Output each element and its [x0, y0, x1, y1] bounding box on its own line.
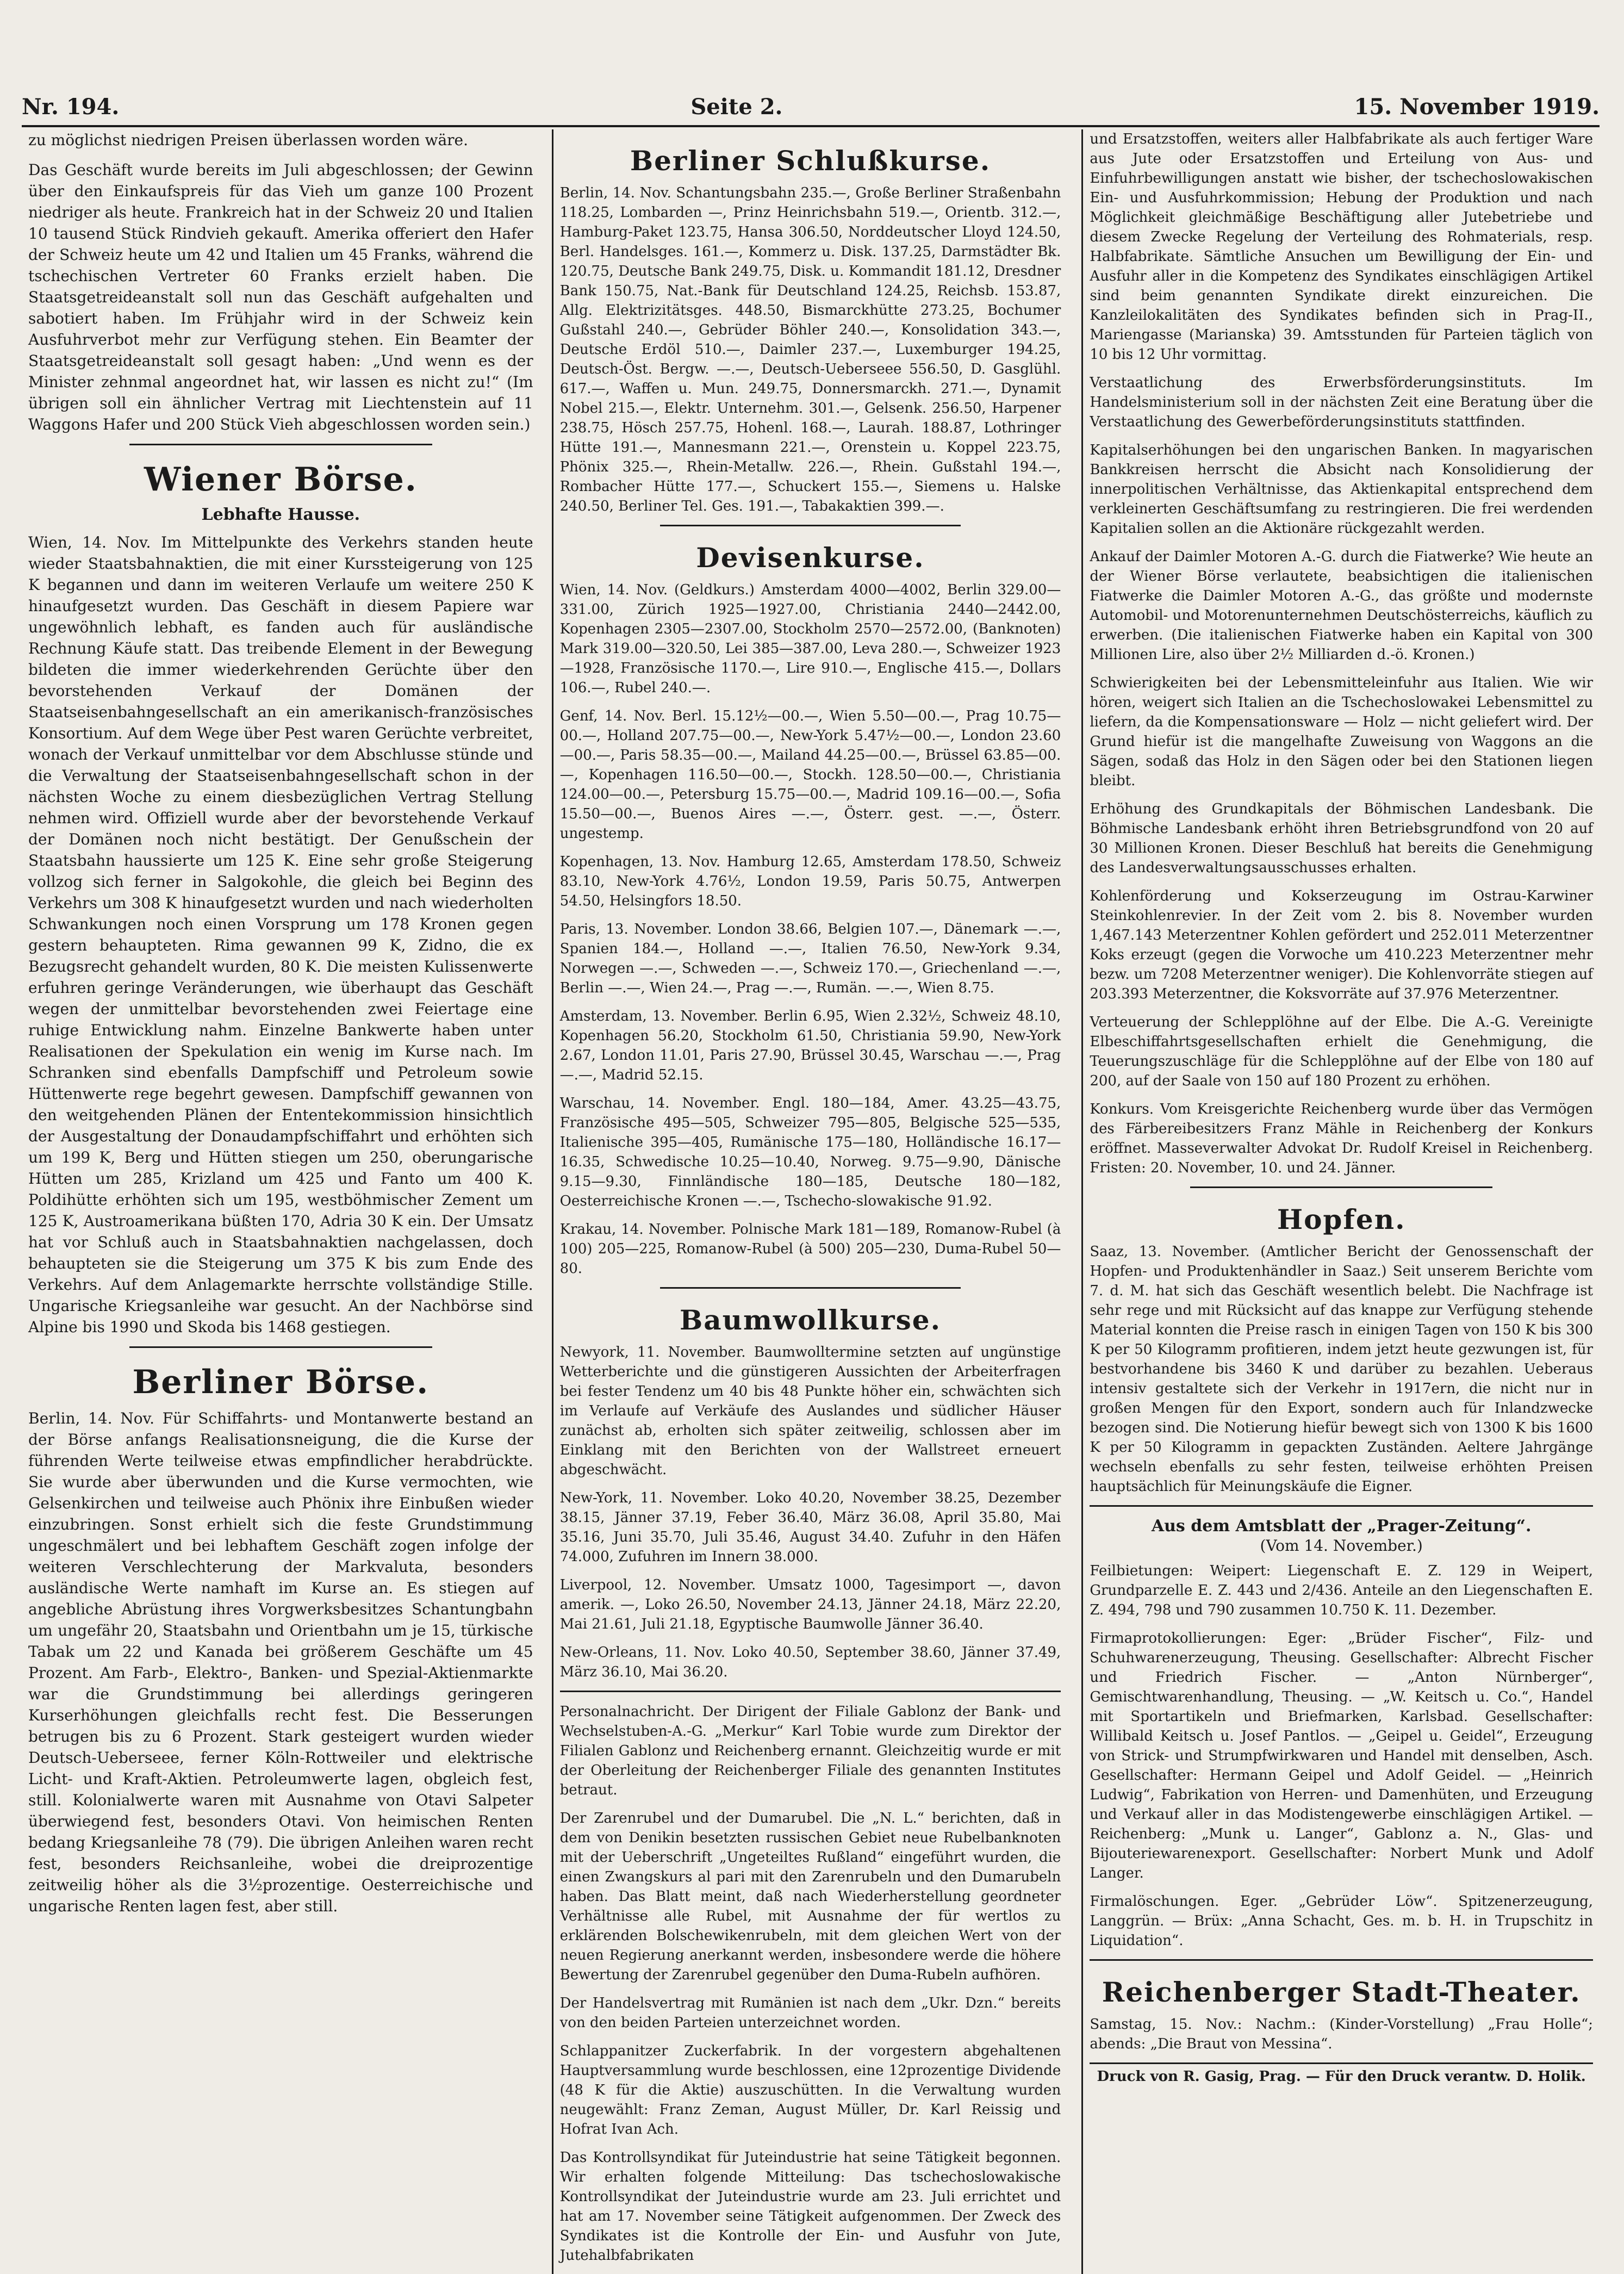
article-paragraph: Paris, 13. November. London 38.66, Belgien 107.—, Dänemark —.—, Spanien 184.—, Holland —.—, Italien 76.50, New-York 9.34, Norwegen —.—, Schweden —.—, Schweiz 170.—, Griechenland —.—, Berlin —.—, Wien 24.—, Prag —.—, Rumän. —.—, Wien 8.75. — [559, 921, 1061, 996]
divider — [1090, 1959, 1593, 1961]
article-paragraph: Wien, 14. Nov. (Geldkurs.) Amsterdam 4000—4002, Berlin 329.00—331.00, Zürich 1925—1927.00, Christiania 2440—2442.00, Kopenhagen 2305—2307.00, Stockholm 2570—2572.00, (Banknoten) Mark 319.00—320.50, Lei 385—387.00, Leva 280.—, Schweizer 1923—1928, Französische 1170.—, Lire 910.—, Englische 415.—, Dollars 106.—, Rubel 240.—. — [559, 582, 1061, 696]
heading-stadt-theater: Reichenberger Stadt-Theater. — [1102, 1976, 1581, 2008]
intro-paragraph: zu möglichst niedrigen Preisen überlassen worden wäre. — [28, 131, 468, 149]
article-paragraph: Amsterdam, 13. November. Berlin 6.95, Wien 2.32½, Schweiz 48.10, Kopenhagen 56.20, Stockholm 61.50, Christiania 59.90, New-York 2.67, London 11.01, Paris 27.90, Brüssel 30.45, Warschau —.—, Prag —.—, Madrid 52.15. — [559, 1008, 1061, 1083]
intro-paragraph: Das Geschäft wurde bereits im Juli abgeschlossen; der Gewinn über den Einkaufspreis für das Vieh um ganze 100 Prozent niedriger als heute. Frankreich hat in der Schweiz 20 und Italien 10 tausend Stück Rindvieh gekauft. Amerika offeriert den Hafer der Schweiz heute um 42 und Italien um 45 Franks, während die tschechischen Vertreter 60 Franks erzielt haben. Die Staatsgetreideanstalt soll nun das Geschäft aufgehalten und sabotiert haben. Im Frühjahr wird in der Schweiz kein Ausfuhrverbot mehr zur Verfügung stehen. Ein Beamter der Staatsgetreideanstalt soll gesagt haben: „Und wenn es der Minister zehnmal angeordnet hat, wir lassen es nicht zu!“ (Im übrigen soll ein ähnlicher Vertrag mit Liechtenstein auf 11 Waggons Hafer und 200 Stück Vieh abgeschlossen worden sein.) — [28, 161, 533, 433]
divider — [1090, 1505, 1593, 1507]
divider — [1190, 1186, 1492, 1188]
subheading-wiener-boerse: Lebhafte Hausse. — [201, 505, 360, 524]
news-item: Schwierigkeiten bei der Lebensmitteleinfuhr aus Italien. Wie wir hören, weigert sich Italien an die Tschechoslowakei Lebensmittel zu liefern, da die Kompensationsware — Holz — nicht geliefert wird. Der Grund hiefür ist die mangelhafte Zuweisung von Waggons an die Sägen, sodaß das Holz in den Sägen oder bei den Stationen liegen bleibt. — [1090, 675, 1593, 789]
notice-item: Feilbietungen: Weipert: Liegenschaft E. Z. 129 in Weipert, Grundparzelle E. Z. 443 und 2/436. Anteile an den Liegenschaften E. Z. 494, 798 und 790 zusammen 10.750 K. 11. Dezember. — [1090, 1563, 1593, 1618]
issue-date: 15. November 1919. — [1354, 94, 1600, 120]
news-item: Kapitalserhöhungen bei den ungarischen Banken. In magyarischen Bankkreisen herrscht die Absicht nach Konsolidierung der innerpolitischen Verhältnisse, das Aktienkapital entsprechend dem verkleinerten Geschäftsumfang zu restringieren. Die frei werdenden Kapitalien sollen an die Aktionäre rückgezahlt werden. — [1090, 442, 1593, 537]
article-paragraph: New-York, 11. November. Loko 40.20, November 38.25, Dezember 38.15, Jänner 37.19, Feber 36.40, März 36.08, April 35.80, Mai 35.16, Juni 35.70, Juli 35.46, August 34.40. Zufuhr in den Häfen 74.000, Zufuhren im Innern 38.000. — [559, 1490, 1061, 1565]
news-item: Konkurs. Vom Kreisgerichte Reichenberg wurde über das Vermögen des Färbereibesitzers Franz Mähle in Reichenberg der Konkurs eröffnet. Masseverwalter Advokat Dr. Rudolf Kreisel in Reichenberg. Fristen: 20. November, 10. und 24. Jänner. — [1090, 1101, 1593, 1176]
heading-wiener-boerse: Wiener Börse. — [144, 461, 418, 499]
article-paragraph: Newyork, 11. November. Baumwolltermine setzten auf ungünstige Wetterberichte und die günstigeren Aussichten der Arbeiterfragen bei fester Tendenz um 40 bis 48 Punkte höher ein, schwächten sich im Verlaufe auf Verkäufe des Auslandes und südlicher Häuser zunächst ab, erholten sich später zeitweilig, schlossen aber im Einklang mit den Berichten von der Wallstreet erneuert abgeschwächt. — [559, 1344, 1061, 1478]
heading-amtsblatt: Aus dem Amtsblatt der „Prager-Zeitung“. — [1151, 1517, 1532, 1536]
issue-number: Nr. 194. — [22, 94, 120, 120]
news-item: Das Kontrollsyndikat für Juteindustrie hat seine Tätigkeit begonnen. Wir erhalten folgende Mitteilung: Das tschechoslowakische Kontrollsyndikat der Juteindustrie wurde am 23. Juli errichtet und hat am 17. November seine Tätigkeit aufgenommen. Der Zweck des Syndikates ist die Kontrolle der Ein- und Ausfuhr von Jute, Jutehalbfabrikaten — [559, 2149, 1061, 2264]
printer-imprint: Druck von R. Gasig, Prag. — Für den Druck verantw. D. Holik. — [1090, 2062, 1593, 2085]
article-paragraph: Krakau, 14. November. Polnische Mark 181—189, Romanow-Rubel (à 100) 205—225, Romanow-Rubel (à 500) 205—230, Duma-Rubel 50—80. — [559, 1221, 1061, 1277]
article-paragraph: Wien, 14. Nov. Im Mittelpunkte des Verkehrs standen heute wieder Staatsbahnaktien, die mit einer Kurssteigerung von 125 K begannen und dann im weiteren Verlaufe um weitere 250 K hinaufgesetzt wurden. Das Geschäft in diesem Papiere war ungewöhnlich lebhaft, es fanden auch für ausländische Rechnung Käufe statt. Das treibende Element in der Bewegung bildeten die immer wiederkehrenden Gerüchte über den bevorstehenden Verkauf der Domänen der Staatseisenbahngesellschaft an ein amerikanisch-französisches Konsortium. Auf dem Wege über Pest waren Gerüchte verbreitet, wonach der Verkauf unmittelbar vor dem Abschlusse stünde und die Verwaltung der Staatseisenbahngesellschaft schon in der nächsten Woche zu einem diesbezüglichen Vertrag Stellung nehmen wird. Offiziell wurde aber der bevorstehende Verkauf der Domänen noch nicht bestätigt. Der Genußschein der Staatsbahn haussierte um 125 K. Eine sehr große Steigerung vollzog sich ferner in Salgokohle, die gleich bei Beginn des Verkehrs um 308 K hinaufgesetzt wurden und nach wiederholten Schwankungen noch einen Vorsprung um 178 Kronen gegen gestern behaupteten. Rima gewannen 99 K, Zidno, die ex Bezugsrecht gehandelt wurden, 80 K. Die meisten Kulissenwerte erfuhren geringe Veränderungen, wie überhaupt das Geschäft wegen der unmittelbar bevorstehenden zwei Feiertage eine ruhige Entwicklung nahm. Einzelne Bankwerte haben unter Realisationen der Spekulation ein wenig im Kurse nach. Im Schranken sind ebenfalls Dampfschiff und Petroleum sowie Hüttenwerte rege begehrt gewesen. Dampfschiff gewannen von den weitgehenden Plänen der Ententekommission hinsichtlich der Ausgestaltung der Donaudampfschiffahrt und erhöhten sich um 199 K, Berg und Hütten stiegen um 250, oberungarische Hütten um 285, Krizland um 425 und Fanto um 400 K. Poldihütte erhöhten sich um 195, westböhmischer Zement um 125 K, Austroamerikana büßten 170, Adria 30 K ein. Der Umsatz hat vor Schluß auch in Staatsbahnaktien nachgelassen, doch behaupteten sie die Steigerung um 375 K bis zum Ende des Verkehrs. Auf dem Anlagemarkte herrschte vollständige Stille. Ungarische Kriegsanleihe war gesucht. An der Nachbörse sind Alpine bis 1990 und Skoda bis 1468 gestiegen. — [28, 533, 533, 1336]
divider — [560, 1691, 1061, 1692]
columns — [22, 129, 1600, 2264]
article-paragraph: Warschau, 14. November. Engl. 180—184, Amer. 43.25—43.75, Französische 495—505, Schweizer 795—805, Belgische 525—535, Italienische 395—405, Rumänische 175—180, Holländische 16.17—16.35, Schwedische 10.25—10.40, Norweg. 9.75—9.90, Dänische 9.15—9.30, Finnländische 180—185, Deutsche 180—182, Oesterreichische Kronen —.—, Tschecho-slowakische 91.92. — [559, 1095, 1061, 1209]
heading-baumwollkurse: Baumwollkurse. — [679, 1304, 941, 1336]
theater-program: Samstag, 15. Nov.: Nachm.: (Kinder-Vorstellung) „Frau Holle“; abends: „Die Braut von Messina“. — [1090, 2016, 1593, 2052]
masthead — [22, 82, 1600, 127]
article-paragraph: Saaz, 13. November. (Amtlicher Bericht der Genossenschaft der Hopfen- und Produktenhändler in Saaz.) Seit unserem Berichte vom 7. d. M. hat sich das Geschäft wesentlich belebt. Die Nachfrage ist sehr rege und mit Rücksicht auf das knappe zur Verfügung stehende Material konnten die Preise rasch in einigen Tagen von 150 K bis 300 K per 50 Kilogramm profitieren, indem jetzt heute gezwungen ist, für bestvorhandene bis 3460 K und darüber zu bezahlen. Ueberaus intensiv gestaltete sich der Verkehr in 1917ern, die nicht nur in großen Mengen für den Export, sondern auch für Inlandzwecke bezogen sind. Die Notierung hiefür bewegt sich von 1300 K bis 1600 K per 50 Kilogramm in gepackten Zuständen. Aeltere Jahrgänge wechseln ebenfalls zu sehr festen, teilweise erhöhten Preisen hauptsächlich für Meinungskäufe die Eigner. — [1090, 1244, 1593, 1495]
heading-berliner-schlusskurse: Berliner Schlußkurse. — [630, 145, 991, 177]
news-item: Kohlenförderung und Kokserzeugung im Ostrau-Karwiner Steinkohlenrevier. In der Zeit vom 2. bis 8. November wurden 1,467.143 Meterzentner Kohlen gefördert und 252.011 Meterzentner Koks erzeugt (gegen die Vorwoche um 410.223 Meterzentner mehr bezw. um 7208 Meterzentner weniger). Die Kohlenvorräte stiegen auf 203.393 Meterzentner, die Koksvorräte auf 37.976 Meterzentner. — [1090, 888, 1593, 1002]
divider — [660, 525, 961, 526]
notice-item: Firmalöschungen. Eger. „Gebrüder Löw“. Spitzenerzeugung, Langgrün. — Brüx: „Anna Schacht, Ges. m. b. H. in Trupschitz in Liquidation“. — [1090, 1893, 1593, 1949]
heading-hopfen: Hopfen. — [1277, 1203, 1406, 1235]
heading-devisenkurse: Devisenkurse. — [696, 542, 925, 574]
article-paragraph: New-Orleans, 11. Nov. Loko 40.50, September 38.60, Jänner 37.49, März 36.10, Mai 36.20. — [559, 1644, 1061, 1680]
divider — [129, 444, 432, 445]
news-item: Personalnachricht. Der Dirigent der Filiale Gablonz der Bank- und Wechselstuben-A.-G. „Merkur“ Karl Tobie wurde zum Direktor der Filialen Gablonz und Reichenberg ernannt. Gleichzeitig wurde er mit der Oberleitung der Reichenberger Filiale des genannten Institutes betraut. — [559, 1704, 1061, 1798]
news-item: Verteuerung der Schlepplöhne auf der Elbe. Die A.-G. Vereinigte Elbeschiffahrtsgesellschaften erhielt die Genehmigung, die Teuerungszuschläge für die Schlepplöhne auf der Elbe von 180 auf 200, auf der Saale von 150 auf 180 Prozent zu erhöhen. — [1090, 1014, 1593, 1089]
news-item: Der Handelsvertrag mit Rumänien ist nach dem „Ukr. Dzn.“ bereits von den beiden Parteien unterzeichnet worden. — [559, 1995, 1061, 2031]
article-paragraph: Berlin, 14. Nov. Für Schiffahrts- und Montanwerte bestand an der Börse anfangs Realisationsneigung, die die Kurse der führenden Werte teilweise etwas empfindlicher herabdrückte. Sie wurde aber überwunden und die Kurse vermochten, wie Gelsenkirchen und teilweise auch Phönix ihre Einbußen wieder einzubringen. Sonst erhielt sich die feste Grundstimmung ungeschmälert und bei lebhaftem Geschäft zogen infolge der weiteren Verschlechterung der Markvaluta, besonders ausländische Werte namhaft im Kurse an. Es stiegen auf angebliche Abrüstung ihres Vorgwerksbesitzes Schantungbahn um ungefähr 20, Staatsbahn und Orientbahn um je 15, türkische Tabak um 22 und Kanada bei größerem Geschäfte um 45 Prozent. Am Farb-, Elektro-, Banken- und Spezial-Aktienmarkte war die Grundstimmung bei allerdings geringeren Kurserhöhungen gleichfalls recht fest. Die Besserungen betrugen bis zu 6 Prozent. Stark gesteigert wurden wieder Deutsch-Ueberseee, ferner Köln-Rottweiler und elektrische Licht- und Kraft-Aktien. Petroleumwerte lagen, obgleich fest, still. Kolonialwerte waren mit Ausnahme von Otavi Salpeter überwiegend fest, besonders Otavi. Von heimischen Renten bedang Kriegsanleihe 78 (79). Die übrigen Anleihen waren recht fest, besonders Reichsanleihe, wobei die dreiprozentige zeitweilig höher als die 3½prozentige. Oesterreichische und ungarische Renten lagen fest, aber still. — [28, 1409, 533, 1915]
page-number: Seite 2. — [690, 94, 783, 120]
amtsblatt-date: (Vom 14. November.) — [1260, 1537, 1423, 1555]
divider — [129, 1346, 432, 1348]
divider — [660, 1287, 961, 1289]
notice-item: Firmaprotokollierungen: Eger: „Brüder Fischer“, Filz- und Schuhwarenerzeugung, Theusing. Gesellschafter: Albrecht Fischer und Friedrich Fischer. — „Anton Nürnberger“, Gemischtwarenhandlung, Theusing. — „W. Keitsch u. Co.“, Handel mit Sportartikeln und Briefmarken, Karlsbad. Gesellschafter: Willibald Keitsch u. Josef Pantlos. — „Geipel u. Geidel“, Erzeugung von Strick- und Strumpfwirkwaren und Handel mit denselben, Asch. Gesellschafter: Hermann Geipel und Adolf Geidel. — „Heinrich Ludwig“, Fabrikation von Herren- und Damenhüten, und Erzeugung und Verkauf aller in das Modistengewerbe einschlägigen Artikel. — Reichenberg: „Munk u. Langer“, Gablonz a. N., Glas- und Bijouteriewarenexport. Gesellschafter: Norbert Munk und Adolf Langer. — [1090, 1630, 1593, 1881]
column-middle — [552, 129, 1070, 2274]
column-right — [1081, 129, 1600, 2274]
news-item: Erhöhung des Grundkapitals der Böhmischen Landesbank. Die Böhmische Landesbank erhöht ihren Betriebsgrundfond von 20 auf 30 Millionen Kronen. Dieser Beschluß hat bereits die Genehmigung des Landesverwaltungsausschusses erhalten. — [1090, 801, 1593, 876]
news-item: Der Zarenrubel und der Dumarubel. Die „N. L.“ berichten, daß in dem von Denikin besetzten russischen Gebiet neue Rubelbanknoten mit der Ueberschrift „Ungeteiltes Rußland“ eingeführt wurden, die einen Zwangskurs al pari mit den Zarenrubeln und den Dumarubeln haben. Das Blatt meint, daß nach Wiederherstellung geordneter Verhältnisse alle Rubel, mit Ausnahme der für wertlos zu erklärenden Bolschewikenrubeln, mit dem gleichen Wert von der neuen Regierung anerkannt werden, insbesondere werde die höhere Bewertung der Zarenrubel gegenüber den Duma-Rubeln aufhören. — [559, 1810, 1061, 1983]
heading-berliner-boerse: Berliner Börse. — [132, 1363, 430, 1401]
article-paragraph: Kopenhagen, 13. Nov. Hamburg 12.65, Amsterdam 178.50, Schweiz 83.10, New-York 4.76½, London 19.59, Paris 50.75, Antwerpen 54.50, Helsingfors 18.50. — [559, 854, 1061, 909]
news-item: Verstaatlichung des Erwerbsförderungsinstituts. Im Handelsministerium soll in der nächsten Zeit eine Beratung über die Verstaatlichung des Gewerbeförderungsinstituts stattfinden. — [1090, 375, 1593, 430]
article-paragraph: Liverpool, 12. November. Umsatz 1000, Tagesimport —, davon amerik. —, Loko 26.50, November 24.13, Jänner 24.18, März 22.20, Mai 21.61, Juli 21.18, Egyptische Baumwolle Jänner 36.40. — [559, 1577, 1061, 1632]
article-paragraph: Genf, 14. Nov. Berl. 15.12½—00.—, Wien 5.50—00.—, Prag 10.75—00.—, Holland 207.75—00.—, New-York 5.47½—00.—, London 23.60—00.—, Paris 58.35—00.—, Mailand 44.25—00.—, Brüssel 63.85—00.—, Kopenhagen 116.50—00.—, Stockh. 128.50—00.—, Christiania 124.00—00.—, Petersburg 15.75—00.—, Madrid 109.16—00.—, Sofia 15.50—00.—, Buenos Aires —.—, Österr. gest. —.—, Österr. ungestemp. — [559, 708, 1061, 842]
article-paragraph: Berlin, 14. Nov. Schantungsbahn 235.—, Große Berliner Straßenbahn 118.25, Lombarden —, Prinz Heinrichsbahn 519.—, Orientb. 312.—, Hamburg-Paket 123.75, Hansa 306.50, Norddeutscher Lloyd 124.50, Berl. Handelsges. 161.—, Kommerz u. Disk. 137.25, Darmstädter Bk. 120.75, Deutsche Bank 249.75, Disk. u. Kommandit 181.12, Dresdner Bank 150.75, Nat.-Bank für Deutschland 124.25, Reichsb. 153.87, Allg. Elektrizitätsges. 448.50, Bismarckhütte 273.25, Bochumer Gußstahl 240.—, Gebrüder Böhler 240.—, Konsolidation 343.—, Deutsche Erdöl 510.—, Daimler 237.—, Luxemburger 194.25, Deutsch-Öst. Bergw. —.—, Deutsch-Ueberseee 556.50, D. Gasglühl. 617.—, Waffen u. Mun. 249.75, Donnersmarckh. 271.—, Dynamit Nobel 215.—, Elektr. Unternehm. 301.—, Gelsenk. 256.50, Harpener 238.75, Hösch 257.75, Hohenl. 168.—, Laurah. 188.87, Lothringer Hütte 191.—, Mannesmann 221.—, Orenstein u. Koppel 223.75, Phönix 325.—, Rhein-Metallw. 226.—, Rhein. Gußstahl 194.—, Rombacher Hütte 177.—, Schuckert 155.—, Siemens u. Halske 240.50, Berliner Tel. Ges. 191.—, Tabakaktien 399.—. — [559, 185, 1061, 514]
news-item: Schlappanitzer Zuckerfabrik. In der vorgestern abgehaltenen Hauptversammlung wurde beschlossen, eine 12prozentige Dividende (48 K für die Aktie) auszuschütten. In die Verwaltung wurden neugewählt: Franz Zeman, August Müller, Dr. Karl Reissig und Hofrat Ivan Ach. — [559, 2043, 1061, 2138]
news-item: und Ersatzstoffen, weiters aller Halbfabrikate als auch fertiger Ware aus Jute oder Ersatzstoffen und Erteilung von Aus- und Einfuhrbewilligungen anstatt wie bisher, der tschechoslowakischen Ein- und Ausfuhrkommission; Hebung der Produktion und nach Möglichkeit gleichmäßige Beschäftigung aller Jutebetriebe und diesem Zwecke Regelung der Verteilung des Rohmaterials, resp. Halbfabrikate. Sämtliche Ansuchen um Bewilligung der Ein- und Ausfuhr aller in die Kompetenz des Syndikates einschlägigen Artikel sind beim genannten Syndikate direkt einzureichen. Die Kanzleilokalitäten des Syndikates befinden sich in Prag-II., Mariengasse (Marianska) 39. Amtsstunden für Parteien täglich von 10 bis 12 Uhr vormittag. — [1090, 131, 1593, 363]
news-item: Ankauf der Daimler Motoren A.-G. durch die Fiatwerke? Wie heute an der Wiener Börse verlautete, beabsichtigen die italienischen Fiatwerke die Daimler Motoren A.-G., das größte und modernste Automobil- und Motorenunternehmen Deutschösterreichs, käuflich zu erwerben. (Die italienischen Fiatwerke haben ein Kapital von 300 Millionen Lire, also über 2½ Milliarden d.-ö. Kronen.) — [1090, 549, 1593, 663]
column-left — [22, 129, 540, 2274]
